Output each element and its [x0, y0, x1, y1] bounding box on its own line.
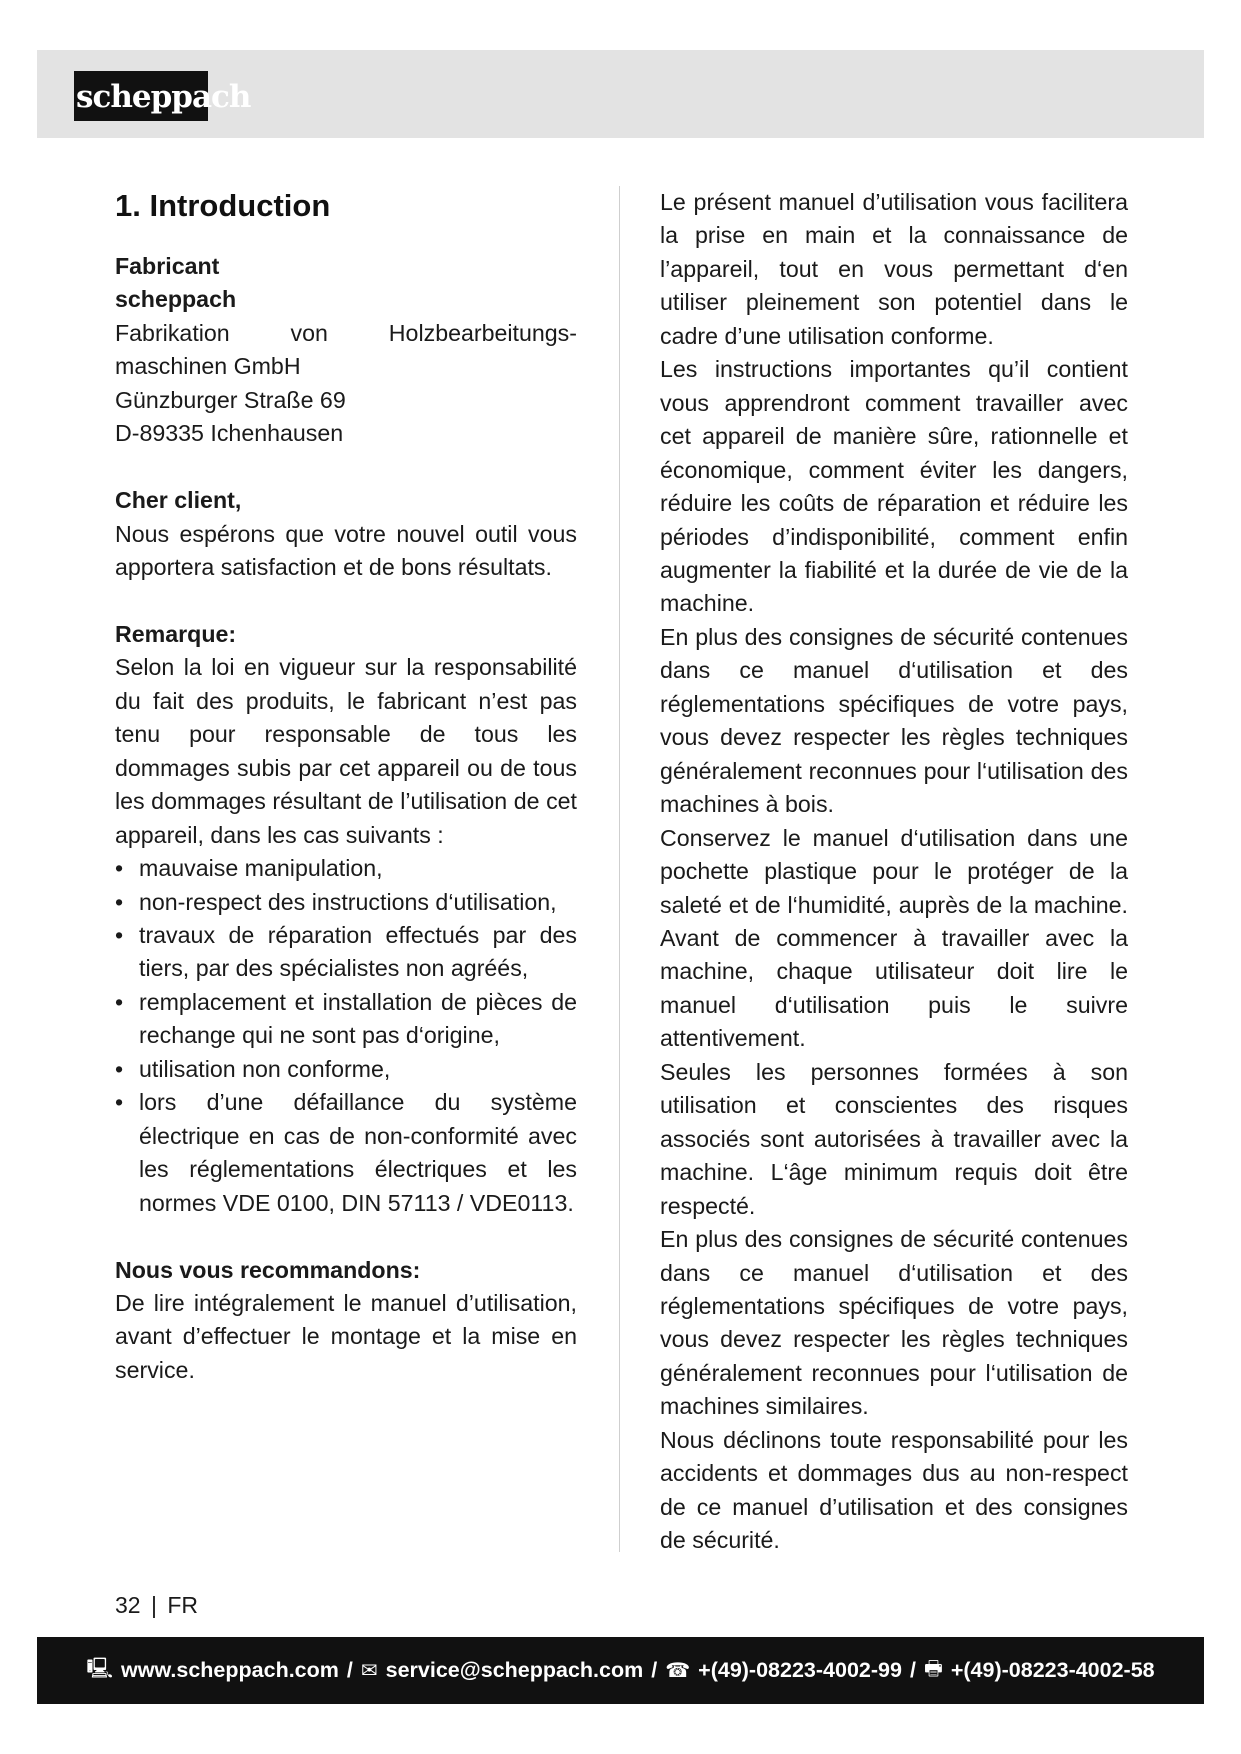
envelope-icon: ✉ — [360, 1660, 378, 1682]
list-item: • non-respect des instructions d‘utilisation, — [115, 886, 577, 919]
manufacturer-label: Fabricant — [115, 253, 220, 279]
list-item: • travaux de réparation effectués par des tiers, par des spécialistes non agréés, — [115, 919, 577, 986]
liability-exclusions-list — [115, 852, 577, 1220]
footer-separator: / — [346, 1658, 353, 1682]
page-number — [115, 1590, 198, 1620]
recommend-text: De lire intégralement le manuel d’utilisation, avant d’effectuer le montage et la mise en service. — [115, 1290, 577, 1383]
address-line-city: D-89335 Ichenhausen — [115, 420, 344, 447]
left-column — [115, 186, 577, 1387]
recommend-heading: Nous vous recommandons: — [115, 1256, 421, 1283]
manufacturer-name: scheppach — [115, 286, 237, 313]
computer-icon: 🖳 — [86, 1657, 114, 1680]
contact-footer — [37, 1637, 1204, 1704]
paragraph: Seules les personnes formées à son utilisation et conscientes des risques associés sont autorisées à travailler avec la machine. L‘âge minimum requis doit être respecté. — [660, 1058, 1128, 1219]
scheppach-logo: scheppach — [74, 71, 208, 121]
remark-heading: Remarque: — [115, 620, 237, 647]
phone-icon: ☎ — [665, 1660, 691, 1682]
footer-email[interactable]: service@scheppach.com — [385, 1658, 644, 1682]
header-band — [37, 50, 1204, 138]
remark-text: Selon la loi en vigueur sur la responsabilité du fait des produits, le fabricant n’est pas tenu pour responsable de tous les dommages subis par cet appareil ou de tous les dommages résultant de l’utilisation de cet appareil, dans les cas suivants : — [115, 654, 577, 848]
section-title: 1. Introduction — [115, 188, 331, 223]
footer-website[interactable]: www.scheppach.com — [121, 1658, 339, 1682]
list-item: • lors d’une défaillance du système électrique en cas de non-conformité avec les réglementations électriques et les normes VDE 0100, DIN 57113 / VDE0113. — [115, 1086, 577, 1220]
page-number-value: 32 — [115, 1592, 141, 1618]
paragraph: En plus des consignes de sécurité contenues dans ce manuel d‘utilisation et des réglementations spécifiques de votre pays, vous devez respecter les règles techniques généralement reconnues pour l‘utilisation de machines similaires. — [660, 1226, 1128, 1420]
page-language: FR — [167, 1592, 199, 1618]
paragraph: En plus des consignes de sécurité contenues dans ce manuel d‘utilisation et des réglementations spécifiques de votre pays, vous devez respecter les règles techniques généralement reconnues pour l‘utilisation des machines à bois. — [660, 623, 1128, 818]
footer-phone[interactable]: +(49)-08223-4002-99 — [698, 1658, 902, 1682]
footer-fax: +(49)-08223-4002-58 — [950, 1658, 1155, 1682]
greeting-heading: Cher client, — [115, 487, 242, 514]
paragraph: Le présent manuel d’utilisation vous facilitera la prise en main et la connaissance de l’appareil, tout en vous permettant d‘en utiliser pleinement son potentiel dans le cadre d’une utilisation conforme. — [660, 189, 1128, 349]
footer-separator: / — [909, 1658, 916, 1682]
greeting-text: Nous espérons que votre nouvel outil vous apportera satisfaction et de bons résultats. — [115, 520, 577, 581]
paragraph: Conservez le manuel d‘utilisation dans une pochette plastique pour le protéger de la saleté et de l‘humidité, auprès de la machine. Avant de commencer à travailler avec la machine, chaque utilisateur doit lire le manuel d‘utilisation puis le suivre attentivement. — [660, 824, 1128, 1052]
address-line-street: Günzburger Straße 69 — [115, 386, 346, 413]
footer-separator: / — [651, 1658, 658, 1682]
fax-icon: 🖶 — [923, 1657, 943, 1680]
paragraph: Nous déclinons toute responsabilité pour les accidents et dommages dus au non-respect de ce manuel d’utilisation et des consignes de sécurité. — [660, 1426, 1128, 1554]
paragraph: Les instructions importantes qu’il contient vous apprendront comment travailler avec cet appareil de manière sûre, rationnelle et économique, comment éviter les dangers, réduire les coûts de réparation et réduire les périodes d’indisponibilité, comment enfin augmenter la fiabilité et la durée de vie de la machine. — [660, 356, 1128, 617]
list-item: • mauvaise manipulation, — [115, 852, 577, 885]
page-number-separator: | — [150, 1592, 157, 1618]
column-divider — [619, 186, 620, 1552]
list-item: • utilisation non conforme, — [115, 1053, 577, 1086]
list-item: • remplacement et installation de pièces de rechange qui ne sont pas d‘origine, — [115, 986, 577, 1053]
right-column — [660, 186, 1128, 1558]
address-line-company: Fabrikation von Holzbearbeitungs-maschinen GmbH — [115, 319, 577, 380]
